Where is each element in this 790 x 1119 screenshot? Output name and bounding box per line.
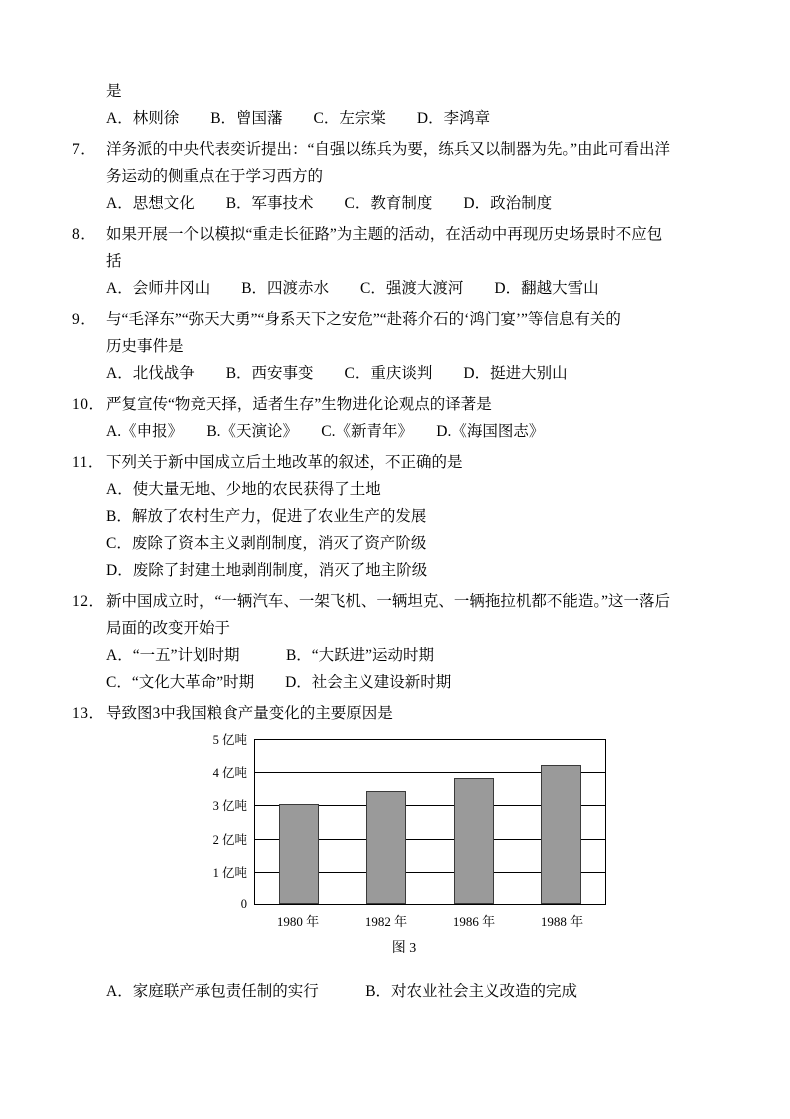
bar-1980 <box>279 804 319 904</box>
question-9-number: 9． <box>72 311 97 328</box>
chart-x-labels <box>254 911 606 930</box>
question-11 <box>72 449 702 584</box>
y-tick-label-5: 5 亿吨 <box>212 733 247 747</box>
question-7-stem-text: 洋务派的中央代表奕䜣提出：“自强以练兵为要，练兵又以制器为先。”由此可看出洋 <box>106 141 671 158</box>
question-11-option-b: B．解放了农村生产力，促进了农业生产的发展 <box>106 508 427 525</box>
option-row: A．思想文化 B．军事技术 C．教育制度 D．政治制度 <box>106 195 553 212</box>
option-row: A．北伐战争 B．西安事变 C．重庆谈判 D．挺进大别山 <box>106 365 568 382</box>
question-11-option-c: C．废除了资本主义剥削制度，消灭了资产阶级 <box>106 535 427 552</box>
question-6-continued <box>72 78 702 132</box>
bar-cell <box>343 738 431 904</box>
question-13-number: 13． <box>72 705 105 722</box>
option-row: A．家庭联产承包责任制的实行 B．对农业社会主义改造的完成 <box>106 983 578 1000</box>
question-6-options <box>106 105 702 132</box>
figure-caption: 图 3 <box>391 941 417 956</box>
question-9-stem-text: 与“毛泽东”“弥天大勇”“身系天下之安危”“赴蒋介石的‘鸿门宴’”等信息有关的 <box>106 311 621 328</box>
bar-1982 <box>366 791 406 904</box>
y-tick-label-4: 4 亿吨 <box>212 766 247 781</box>
option-row: C．“文化大革命”时期 D．社会主义建设新时期 <box>106 674 452 691</box>
x-tick-label: 1980 年 <box>276 914 320 929</box>
question-6-stem-continued: 是 <box>106 83 122 100</box>
y-tick-label-0: 0 <box>240 897 247 911</box>
y-tick-label-3: 3 亿吨 <box>212 799 247 814</box>
question-7-stem-line2: 务运动的侧重点在于学习西方的 <box>106 168 324 185</box>
option-row: A.《申报》 B.《天演论》 C.《新青年》 D.《海国图志》 <box>106 423 545 440</box>
question-9 <box>72 306 702 387</box>
question-12 <box>72 588 702 696</box>
question-11-option-a: A．使大量无地、少地的农民获得了土地 <box>106 481 381 498</box>
question-11-option-d: D．废除了封建土地剥削制度，消灭了地主阶级 <box>106 562 428 579</box>
y-tick-label-2: 2 亿吨 <box>212 832 247 847</box>
question-11-stem <box>72 449 702 476</box>
question-8-number: 8． <box>72 226 97 243</box>
question-11-number: 11． <box>72 454 104 471</box>
y-tick-label-1: 1 亿吨 <box>212 865 247 880</box>
question-12-number: 12． <box>72 593 105 610</box>
question-8-stem-text: 如果开展一个以模拟“重走长征路”为主题的活动，在活动中再现历史场景时不应包 <box>106 226 663 243</box>
question-13-stem <box>72 700 702 727</box>
question-11-stem-text: 下列关于新中国成立后土地改革的叙述，不正确的是 <box>106 454 463 471</box>
question-10-stem-text: 严复宣传“物竞天择，适者生存”生物进化论观点的译著是 <box>106 396 492 413</box>
question-10-number: 10． <box>72 396 105 413</box>
question-13-options <box>106 978 702 1005</box>
question-12-options <box>106 642 702 696</box>
bar-chart <box>194 733 614 929</box>
question-8-stem <box>72 221 702 248</box>
question-8-stem-line2: 括 <box>106 253 122 270</box>
question-9-stem-line2: 历史事件是 <box>106 338 184 355</box>
bar-1986 <box>454 778 494 904</box>
bar-cell <box>518 738 606 904</box>
x-tick-label: 1988 年 <box>540 914 584 929</box>
bar-cell <box>430 738 518 904</box>
x-tick-label: 1982 年 <box>364 914 408 929</box>
question-7 <box>72 136 702 217</box>
question-10 <box>72 391 702 445</box>
question-12-stem-text: 新中国成立时，“一辆汽车、一架飞机、一辆坦克、一辆拖拉机都不能造。”这一落后 <box>106 593 671 610</box>
question-10-stem <box>72 391 702 418</box>
question-10-options <box>106 418 702 445</box>
question-13-stem-text: 导致图3中我国粮食产量变化的主要原因是 <box>106 705 393 722</box>
x-tick-label: 1986 年 <box>452 914 496 929</box>
chart-bars <box>255 738 605 904</box>
chart-plot-area <box>212 733 606 911</box>
option-row: A．“一五”计划时期 B．“大跃进”运动时期 <box>106 647 435 664</box>
question-8 <box>72 221 702 302</box>
bar-cell <box>255 738 343 904</box>
question-12-stem-line2: 局面的改变开始于 <box>106 620 231 637</box>
question-13 <box>72 700 702 1005</box>
bar-1988 <box>541 765 581 904</box>
question-9-stem <box>72 306 702 333</box>
question-7-options <box>106 190 702 217</box>
question-7-number: 7． <box>72 141 97 158</box>
option-row: A．会师井冈山 B．四渡赤水 C．强渡大渡河 D．翻越大雪山 <box>106 280 599 297</box>
option-row: A．林则徐 B．曾国藩 C．左宗棠 D．李鸿章 <box>106 110 491 127</box>
figure-3 <box>72 733 702 978</box>
question-12-stem <box>72 588 702 615</box>
question-8-options <box>106 275 702 302</box>
question-7-stem <box>72 136 702 163</box>
question-9-options <box>106 360 702 387</box>
